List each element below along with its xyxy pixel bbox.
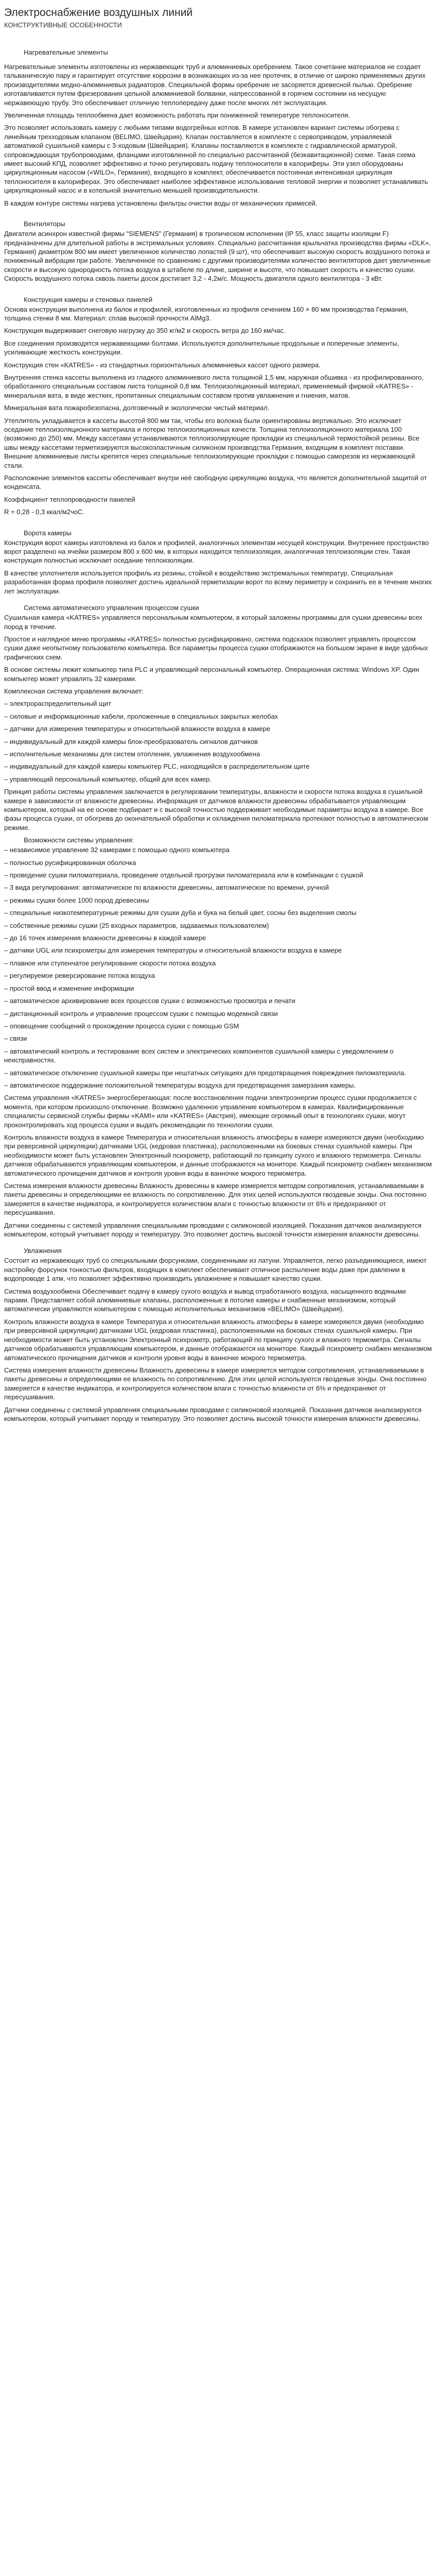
section-fans [4,219,432,283]
list-item: – электрораспределительный щит [4,700,111,708]
paragraph: Конструкция ворот камеры изготовлена из балок и профилей, аналогичных элементам несущей конструкции. Внутреннее пространство ворот разделено на ячейки размером 800 х 600 мм, в которых находится теплоизоляция, аналогичная теплоизоляции стен. Такая конструкция полностью исключает оседание теплоизоляции. [4,538,429,565]
list-item: – плавное или ступенчатое регулирование скорости потока воздуха [4,959,216,967]
list-item: – индивидуальный для каждой камеры блок-преобразователь сигналов датчиков [4,737,258,745]
section-title-control: Система автоматического управления процессом сушки [24,604,199,612]
list-item: – независимое управление 32 камерами с помощью одного компьютера [4,846,230,854]
list-item: – автоматическое поддержание положительной температуры воздуха для предотвращения замерзания камеры. [4,1081,356,1089]
paragraph: Простое и наглядное меню программы «KATRES» полностью русифицировано, система подсказок позволяет управлять процессом сушки даже неопытному пользователю компьютера. Все параметры процесса сушки отображаются на большом экране в виде удобных графических схем. [4,635,428,661]
list-item: – датчики UGL или психрометры для измерения температуры и относительной влажности воздуха в камере [4,946,342,955]
list-item: – режимы сушки более 1000 пород древесины [4,896,149,904]
paragraph: Система измерения влажности древесины Влажность древесины в камере измеряется методом сопротивления, устанавливаемыми в пакеты древесины и определяющими ее влажность по сопротивлению. Для этих целей используются гвоздевые зонды. Она постоянно замеряется в качестве индикатора, и контролируется количеством влаги с точностью влажности от 6% и предохраняют от пересушивания. [4,1182,427,1217]
paragraph: Двигатели асинхрон известной фирмы "SIEMENS" (Германия) в тропическом исполнении (IP 55, класс защиты изоляции F) предназначены для длительной работы в экстремальных условиях. Специально рассчитанная крыльчатка производства фирмы «DLK», Германия) диаметром 800 мм имеет увеличенное количество лопастей (9 шт), что обеспечивает высокую скорость воздушного потока и пониженный вибрации при работе. Увеличенное по сравнению с другими производителями количество вентиляторов дает увеличенные скорости и высокую однородность потока воздуха в штабеле по длине, ширине и высоте, что повышает скорость и качество сушки. Скорость воздушного потока сквозь пакеты досок достигает 3,2 - 4,2м/с. Мощность двигателя одного вентилятора - 3 кВт. [4,230,431,283]
paragraph: Датчики соединены с системой управления специальными проводами с силиконовой изоляцией. Показания датчиков анализируются компьютером, который учитывает породу и температуру. Это позволяет достичь высокой точности измерения влажности древесины. [4,1221,422,1239]
paragraph: Комплексная система управления включает: [4,687,144,695]
paragraph: Система воздухообмена Обеспечивает подачу в камеру сухого воздуха и вывод отработанного воздуха, насыщенного водяными парами. Представляет собой алюминиевые клапаны, расположенные в потолке камеры и снабженные механизмом, который автоматически управляются компьютером с помощью исполнительных механизмов «BELIMO» (Швейцария). [4,1287,406,1313]
paragraph: Основа конструкции выполнена из балок и профилей, изготовленных из профиля сечением 160 × 80 мм производства Германия, толщина стенки 8 мм. Материал: сплав высокой прочности AlMg3. [4,305,408,322]
list-item: – простой ввод и изменение информации [4,984,134,992]
subsection-title-capabilities: Возможности системы управления: [24,836,134,844]
page-title: Электроснабжение воздушных линий [4,7,193,19]
list-item: – до 16 точек измерения влажности древесины в каждой камере [4,934,206,942]
paragraph: В каждом контуре системы нагрева установлены фильтры очистки воды от механических примесей. [4,199,318,207]
list-item: – автоматическое отключение сушильной камеры при нештатных ситуациях для предотвращения повреждения пиломатериала. [4,1069,407,1077]
list-item: – силовые и информационные кабели, проложенные в специальных закрытых желобах [4,712,278,720]
list-item: – автоматический контроль и тестирование всех систем и электрических компонентов сушильной камеры с уведомлением о неисправностях. [4,1047,394,1064]
paragraph: Конструкция выдерживает снеговую нагрузку до 350 кг/м2 и скорость ветра до 160 км/час. [4,327,286,335]
paragraph: Система измерения влажности древесины Влажность древесины в камере измеряется методом сопротивления, устанавливаемыми в пакеты древесины и определяющими ее влажность по сопротивлению. Для этих целей используются гвоздевые зонды. Она постоянно замеряется в качестве индикатора, и контролируется количеством влаги с точностью влажности от 6% и предохраняют от пересушивания. [4,1366,427,1401]
list-item: – регулируемое реверсирование потока воздуха [4,972,155,980]
paragraph: Система управления «KATRES» энергосберегающая: после восстановления подачи электроэнергии процесс сушки продолжается с момента, при котором произошло отключение. Возможно удаленное управление компьютером в камерах. Квалифицированные специалисты сервисной службы фирмы «KAMI» или «KATRES» (Австрия), имеющие огромный опыт в технологиях сушки, могут проконтролировать ход процесса сушки и выдать рекомендации по технологии сушки. [4,1094,417,1129]
list-item: – проведение сушки пиломатериала, проведение отдельной прогрузки пиломатериала или в комбинации с сушкой [4,871,363,879]
list-item: – 3 вида регулирования: автоматическое по влажности древесины, автоматическое по времени, ручной [4,884,329,892]
page-subtitle: КОНСТРУКТИВНЫЕ ОСОБЕННОСТИ [4,21,122,29]
paragraph: Конструкция стен «KATRES» - из стандартных горизонтальных алюминиевых кассет одного размера. [4,361,321,369]
list-item: – дистанционный контроль и управление процессом сушки с помощью модемной связи [4,1009,278,1018]
section-title-humidification: Увлажнения [24,1247,62,1255]
paragraph: Увеличенная площадь теплообмена дает возможность работать при пониженной температуре теплоносителя. [4,111,350,120]
paragraph: Коэффициент теплопроводности панелей [4,495,135,503]
list-item: – управляющий персональный компьютер, общий для всех камер. [4,775,212,783]
list-item: – собственные режимы сушки (25 входных параметров, задаваемых пользователем) [4,921,269,929]
section-casing [4,295,432,517]
section-control [4,603,432,1239]
list-item: – автоматическое архивирование всех процессов сушки с возможностью просмотра и печати [4,997,295,1005]
list-item: – исполнительные механизмы для систем отопления, увлажнения воздухообмена [4,750,260,758]
list-item: – связи [4,1035,27,1043]
paragraph: Внутренняя стенка кассеты выполнена из гладкого алюминиевого листа толщиной 1,5 мм, наружная обшивка - из профилированного, обработанного специальным составом листа толщиной 0,8 мм. Теплоизоляционный материал, применяемый фирмой «KATRES» - минеральная вата, в виде жестких, пропитанных специальным составом против увлажнения и гниения, матов. [4,373,424,399]
list-item: – полностью русифицированная оболочка [4,858,136,867]
section-title-fans: Вентиляторы [24,220,65,228]
paragraph: Контроль влажности воздуха в камере Температура и относительная влажность атмосферы в камере измеряются двумя (необходимо при реверсивной циркуляции) датчиками UGL (кедровая пластинка), расположенными на боковых стенах сушильной камеры. При необходимости может быть установлен Электронный психрометр, работающий по принципу сухого и влажного термометра. Сигналы датчиков обрабатываются управляющим компьютером, и данные отображаются на мониторе. Каждый психрометр снабжен механизмом автоматического прочищения датчиков и контроля уровня воды в ванночке мокрого термометра. [4,1133,432,1177]
section-title-gate: Ворота камеры [24,529,72,537]
section-title-casing: Конструкция камеры и стеновых панелей [24,295,153,303]
paragraph: Это позволяет использовать камеру с любыми типами водогрейных котлов. В камере установлен вариант системы обогрева с линейным трехходовым клапаном (BELIMO, Швейцария). Клапан поставляется в комплекте с сервоприводом, управляемой автоматикой сушильной камеры с 3-ходовым (Швейцария). Клапаны поставляются в комплекте с гидравлической арматурой, сопровождающая трубопроводами, фланцами изготовленной по специально рассчитанной (безкавитационной) схеме. Такая схема имеет высокий КПД, позволяет эффективно и точно регулировать подачу теплоносителя в калориферы. Эти узел оборудованы циркуляционным насосом («WILO», Германия), входящего в комплект, обеспечивается постоянная интенсивная циркуляция теплоносителя в калориферах. Это обеспечивает наиболее эффективное использование тепловой энергии и позволяет устанавливать циркуляционный насос и в котельной значительно меньшей производительности. [4,124,428,195]
list-item: – оповещение сообщений о прохождении процесса сушки с помощью GSM [4,1022,239,1030]
section-heaters [4,48,432,208]
paragraph: Контроль влажности воздуха в камере Температура и относительная влажность атмосферы в камере измеряются двумя (необходимо при реверсивной циркуляции) датчиками UGL (кедровая пластинка), расположенными на боковых стенах сушильной камеры. При необходимости может быть установлен Электронный психрометр, работающий по принципу сухого и влажного термометра. Сигналы датчиков обрабатываются управляющим компьютером, и данные отображаются на мониторе. Каждый психрометр снабжен механизмом автоматического прочищения датчиков и контроля уровня воды в ванночке мокрого термометра. [4,1317,432,1362]
paragraph: Минеральная вата пожаробезопасна, долговечный и экологически чистый материал. [4,404,270,412]
paragraph: Нагревательные элементы изготовлены из нержавеющих труб и алюминиевых оребрением. Такое сочетание материалов не создает гальваническую пару и гарантирует отсутствие коррозии в возникающих из-за нее протечек, в отличие от широко применяемых других производителями медно-алюминиевых радиаторов. Специальной формы оребрение не засоряется древесной пылью. Оребрение изготавливается путем фрезерования цельной алюминиевой болванки, напрессованной в горячем состоянии на несущую нержавеющую трубу. Это обеспечивает отличную теплопередачу даже после многих лет эксплуатации. [4,63,426,107]
paragraph: В качестве уплотнителя используется профиль из резины, стойкой к воздействию экстремальных температур. Специальная разработанная форма профиля позволяет достичь идеальной герметизации ворот по всему периметру и сохранить ее в течение многих лет эксплуатации. [4,569,432,595]
paragraph: Сушильная камера «KATRES» управляется персональным компьютером, в который заложены программы для сушки древесины всех пород в течение. [4,614,423,631]
paragraph: Принцип работы системы управления заключается в регулировании температуры, влажности и скорости потока воздуха в сушильной камере в зависимости от влажности древесины. Информация от датчиков влажности древесины обрабатывается управляющим компьютером, который на ее основе подбирает и с высокой точностью поддерживает необходимые параметры воздуха в камере. Все фазы процесса сушки, от обогрева до окончательной обработки и охлаждения пиломатериала протекают полностью в автоматическом режиме. [4,788,428,832]
section-title-heaters: Нагревательные элементы [24,48,108,56]
list-item: – индивидуальный для каждой камеры компьютер PLC, находящийся в распределительном щите [4,762,310,771]
paragraph: Состоит из нержавеющих труб со специальными форсунками, соединенными из латуни. Управляется, легко разъединяющиеся, имеют настройку форсунок тонкостью фильтров, входящих в комплект обеспечивают отличное распыление воды даже при давлении в водопроводе 1 атм, что позволяет эффективно производить увлажнение и повышает качество сушки. [4,1257,427,1283]
paragraph: Датчики соединены с системой управления специальными проводами с силиконовой изоляцией. Показания датчиков анализируются компьютером, который учитывает породу и температуру. Это позволяет достичь высокой точности измерения влажности древесины. [4,1405,422,1422]
paragraph: R = 0,28 - 0,3 ккал/м2чоС. [4,508,84,516]
paragraph: Утеплитель укладывается в кассеты высотой 800 мм так, чтобы его волокна были ориентированы вертикально. Это исключает оседание теплоизоляционного материала и потерю теплоизоляционных качеств. Толщина теплоизоляционного материала 100 (возможно до 250) мм. Между кассетами устанавливаются теплоизолирующие прокладки из специальной термостойкой резины. Все швы между кассетами герметизируются высокоэластичным силиконом производства Германия, входящим в комплект поставки. Внешние алюминиевые листы крепятся через специальные теплоизолирующие прокладки с помощью саморезов из нержавеющей стали. [4,416,420,469]
section-gate [4,529,432,596]
list-item: – датчики для измерения температуры и относительной влажности воздуха в камере [4,725,270,733]
paragraph: В основе системы лежит компьютер типа PLC и управляющий персональный компьютер. Операционная система: Windows XP. Один компьютер может управлять 32 камерами. [4,666,420,683]
section-humidification [4,1246,432,1423]
paragraph: Все соединения производятся нержавеющими болтами. Используются дополнительные продольные и поперечные элементы, усиливающие жесткость конструкции. [4,339,399,357]
paragraph: Расположение элементов кассеты обеспечивает внутри неё свободную циркуляцию воздуха, что является дополнительной защитой от конденсата. [4,474,427,491]
list-item: – специальные низкотемпературные режимы для сушки дуба и бука на белый цвет, сосны без выделения смолы [4,909,357,917]
